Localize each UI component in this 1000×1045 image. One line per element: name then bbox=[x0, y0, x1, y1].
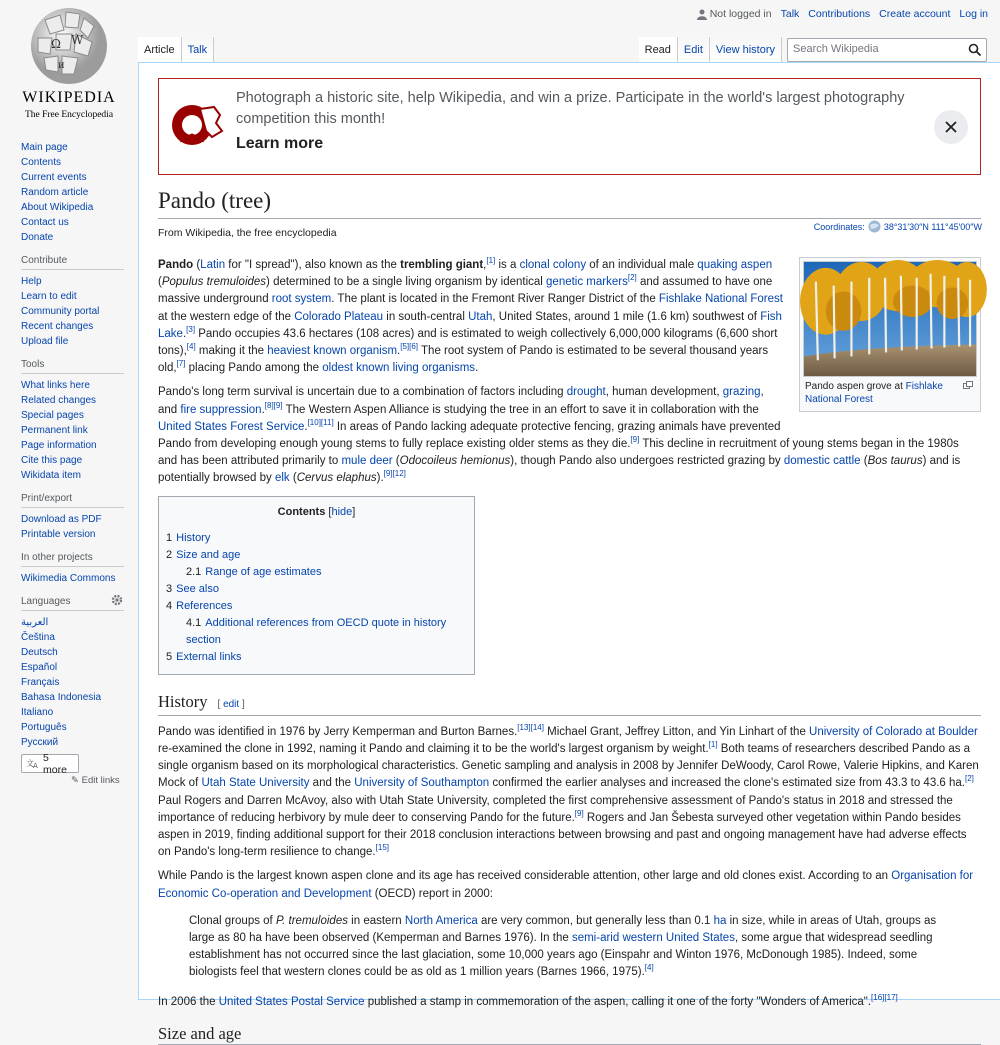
toc-link[interactable]: Size and age bbox=[176, 548, 241, 561]
sidebar-nav-item bbox=[21, 230, 138, 245]
text-run: (OECD) report in 2000: bbox=[371, 887, 493, 900]
sidebar-nav-link[interactable]: Contents bbox=[21, 157, 62, 168]
sidebar-tools-link[interactable]: Special pages bbox=[21, 410, 84, 421]
citation-link[interactable]: [8][9] bbox=[264, 400, 283, 410]
sidebar-nav-item bbox=[21, 215, 138, 230]
sidebar-language-link[interactable]: العربية bbox=[21, 617, 49, 628]
wiki-link[interactable]: domestic cattle bbox=[783, 455, 861, 468]
sidebar-tools-link[interactable]: Page information bbox=[21, 440, 97, 451]
citation bbox=[628, 273, 637, 282]
sidebar-contribute-link[interactable]: Learn to edit bbox=[21, 291, 77, 302]
sidebar-languages bbox=[21, 596, 138, 750]
text-run: Bos taurus bbox=[867, 455, 923, 468]
wiki-link[interactable]: United States Postal Service bbox=[218, 995, 365, 1008]
text-run: . bbox=[397, 345, 401, 358]
toc-item[interactable] bbox=[166, 581, 467, 598]
text-run: While Pando is the largest known aspen clone and its age has received considerable attention, other large and old clones exist. According to an bbox=[158, 870, 892, 883]
user-icon bbox=[697, 9, 707, 20]
wiki-link[interactable]: fire suppression bbox=[180, 403, 262, 416]
text-run: , bbox=[483, 259, 487, 271]
svg-text:文: 文 bbox=[26, 759, 34, 768]
text-run: P. tremuloides bbox=[275, 914, 348, 927]
text-run: , United States, around 1 mile (1.6 km) southwest of bbox=[492, 310, 761, 323]
wiki-link[interactable]: North America bbox=[404, 914, 478, 927]
text-run: This decline in recruitment of young stems began in the 1980s and has been attributed primarily to bbox=[158, 438, 959, 468]
sidebar-print-link[interactable]: Printable version bbox=[21, 529, 96, 540]
wiki-link[interactable]: United States Forest Service bbox=[158, 420, 305, 433]
wiki-link[interactable]: Utah State University bbox=[201, 777, 310, 790]
sidebar-contribute-item bbox=[21, 274, 138, 289]
sidebar-language-link[interactable]: Deutsch bbox=[21, 647, 58, 658]
content bbox=[138, 62, 1000, 1043]
search-icon[interactable] bbox=[968, 43, 982, 57]
toc-title: Contents [hide] bbox=[277, 505, 356, 518]
toc-link[interactable]: References bbox=[176, 599, 233, 612]
citation-link[interactable]: [5][6] bbox=[400, 342, 419, 352]
not-logged-in bbox=[697, 8, 772, 20]
gear-icon[interactable] bbox=[111, 594, 123, 606]
search-input[interactable] bbox=[787, 38, 987, 62]
login-link[interactable]: Log in bbox=[959, 8, 988, 20]
tab-article[interactable]: Article bbox=[138, 37, 182, 63]
sidebar-contribute-link[interactable]: Help bbox=[21, 276, 42, 287]
section-heading-size-and-age bbox=[158, 1025, 981, 1045]
text-run: ( bbox=[392, 455, 400, 468]
wiki-link[interactable]: Organisation for Economic Co-operation and Development bbox=[158, 870, 974, 900]
wikipedia-globe-icon bbox=[0, 0, 138, 130]
text-run: Populus tremuloides bbox=[161, 276, 267, 289]
sidebar-language-link[interactable]: Русский bbox=[21, 737, 59, 748]
text-run: The root system of Pando is estimated to be several thousand years old, bbox=[158, 345, 769, 375]
sidebar-print-item bbox=[21, 527, 138, 542]
text-run: confirmed the earlier analyses and increased the clone's estimated size from 43.3 to 43.6 ha. bbox=[489, 777, 965, 790]
toc-item[interactable] bbox=[166, 598, 467, 615]
toc-number: 4.1 bbox=[186, 616, 202, 629]
text-run: is a bbox=[495, 259, 520, 271]
toc-number: 2 bbox=[166, 548, 173, 561]
text-run: Pando's long term survival is uncertain due to a combination of factors including bbox=[158, 386, 567, 399]
close-icon bbox=[944, 120, 958, 134]
sidebar-heading: Tools bbox=[21, 359, 124, 374]
paragraph-history bbox=[158, 724, 981, 862]
sidebar-tools bbox=[21, 359, 138, 483]
citation-link[interactable]: [7] bbox=[176, 359, 186, 369]
text-run: The Western Aspen Alliance is studying the tree in an effort to save it in collaboration with the bbox=[282, 403, 759, 416]
text-run: ( bbox=[193, 259, 201, 271]
text-run: ) and is potentially browsed by bbox=[158, 455, 961, 485]
citation bbox=[486, 256, 495, 265]
not-logged-in-label: Not logged in bbox=[709, 8, 772, 20]
sidebar-nav-item bbox=[21, 170, 138, 185]
text-run: at the western edge of the bbox=[158, 310, 295, 323]
wiki-link[interactable]: genetic markers bbox=[546, 276, 628, 289]
sidebar-language-item bbox=[21, 645, 138, 660]
sidebar-language-item bbox=[21, 720, 138, 735]
sidebar-language-link[interactable]: Italiano bbox=[21, 707, 54, 718]
coordinates-label: Coordinates: bbox=[813, 221, 865, 232]
text-run: ). bbox=[376, 472, 384, 485]
wiki-link[interactable]: clonal colony bbox=[519, 259, 587, 271]
citation bbox=[871, 993, 898, 1002]
text-run: in size, while in areas of Utah, groups as large as 80 ha have been observed (Kemperman and Barnes 1976). In the bbox=[189, 914, 937, 945]
sidebar-tools-item bbox=[21, 468, 138, 483]
edit-links-label: Edit links bbox=[81, 775, 120, 786]
citation bbox=[187, 342, 196, 351]
toc-item[interactable] bbox=[166, 547, 467, 564]
paragraph-stamp bbox=[158, 994, 981, 1011]
citation bbox=[645, 964, 654, 973]
sidebar-project-item bbox=[21, 571, 138, 586]
wiki-link[interactable]: heaviest known organism bbox=[267, 345, 398, 358]
wiki-link[interactable]: elk bbox=[274, 472, 290, 485]
citation-link[interactable]: [9] bbox=[630, 435, 640, 445]
citation bbox=[186, 325, 195, 334]
thumbnail bbox=[799, 257, 981, 412]
sidebar-heading: Contribute bbox=[21, 255, 124, 270]
sidebar-language-item bbox=[21, 630, 138, 645]
toc-heading: Contents bbox=[277, 505, 326, 518]
edit-links[interactable] bbox=[71, 775, 138, 786]
citation-link[interactable]: [16][17] bbox=[871, 992, 898, 1002]
toc-item[interactable] bbox=[166, 615, 467, 649]
sidebar-contribute-item bbox=[21, 319, 138, 334]
sidebar-heading: Print/export bbox=[21, 493, 124, 508]
toc-item[interactable] bbox=[166, 649, 467, 666]
thumbnail-caption bbox=[803, 377, 977, 408]
tab-edit[interactable]: Edit bbox=[678, 37, 710, 63]
wiki-link[interactable]: root system bbox=[271, 293, 332, 306]
wiki-link[interactable]: semi-arid bbox=[571, 932, 620, 945]
pando-aspen-image[interactable] bbox=[803, 261, 977, 377]
sidebar-tools-link[interactable]: Cite this page bbox=[21, 455, 83, 466]
text-run: Rogers and Jan Šebesta surveyed other vegetation within Pando besides aspen in 2019, finding additional support for their 2018 conclusion interactions between browsing and past and ongoing management have had adverse effects on Pando's long-term resilience to change. bbox=[158, 811, 967, 859]
citation-link[interactable]: [1] bbox=[486, 256, 496, 266]
sidebar-print-item bbox=[21, 512, 138, 527]
text-run: of an individual male bbox=[586, 259, 698, 271]
toc-item[interactable] bbox=[166, 564, 467, 581]
wiki-link[interactable]: Latin bbox=[200, 259, 226, 271]
sidebar-tools-item bbox=[21, 423, 138, 438]
sidebar-contribute-item bbox=[21, 334, 138, 349]
citation-link[interactable]: [9][12] bbox=[383, 469, 406, 479]
wiki-link[interactable]: Colorado Plateau bbox=[294, 310, 384, 323]
text-run: for "I spread"), also known as the bbox=[225, 259, 401, 271]
tab-read[interactable]: Read bbox=[639, 37, 678, 63]
banner-close-button[interactable] bbox=[934, 110, 968, 144]
tab-view-history[interactable]: View history bbox=[710, 37, 782, 63]
oecd-quote bbox=[189, 913, 941, 982]
text-run: Both teams of researchers described Pando as a single organism based on its morphological characteristics. Genetic sampling and analysis in 2008 by Jennifer DeWoody, Carol Rowe, Valerie Hipkins, and Karen Mock of bbox=[158, 743, 979, 790]
banner-learn-more-link[interactable]: Learn more bbox=[236, 135, 324, 152]
toc-link[interactable]: Range of age estimates bbox=[205, 565, 322, 578]
wiki-link[interactable]: western United States bbox=[622, 932, 735, 945]
citation-link[interactable]: [13][14] bbox=[517, 723, 544, 733]
sidebar-tools-link[interactable]: What links here bbox=[21, 380, 90, 391]
edit-section-link[interactable]: edit bbox=[223, 698, 240, 710]
svg-text:Ω: Ω bbox=[51, 37, 61, 51]
citation-link[interactable]: [1] bbox=[708, 740, 718, 750]
page-title: Pando (tree) bbox=[158, 188, 981, 219]
more-languages-button[interactable] bbox=[21, 751, 79, 776]
text-run: are very common, but generally less than 0.1 bbox=[477, 914, 714, 927]
wiki-link[interactable]: University of Colorado at Boulder bbox=[809, 725, 978, 738]
citation bbox=[630, 435, 639, 444]
text-run: ), though Pando also undergoes restricted grazing by bbox=[510, 455, 784, 468]
wikipedia-logo[interactable] bbox=[0, 0, 138, 130]
sidebar-tools-item bbox=[21, 378, 138, 393]
tab-talk[interactable]: Talk bbox=[182, 37, 215, 63]
sidebar-language-item bbox=[21, 615, 138, 630]
text-run: . The plant is located in the Fremont River Ranger District of the bbox=[331, 293, 659, 306]
sidebar-tools-item bbox=[21, 408, 138, 423]
view-tabs bbox=[639, 37, 782, 63]
sidebar-contribute-link[interactable]: Community portal bbox=[21, 306, 100, 317]
contributions-link[interactable]: Contributions bbox=[808, 8, 871, 20]
sidebar-nav-link[interactable]: About Wikipedia bbox=[21, 202, 94, 213]
talk-link[interactable]: Talk bbox=[780, 8, 800, 20]
text-run: ( bbox=[289, 472, 297, 485]
translate-icon bbox=[26, 758, 39, 769]
sidebar-nav-link[interactable]: Current events bbox=[21, 172, 87, 183]
sidebar-nav-link[interactable]: Donate bbox=[21, 232, 54, 243]
toc-link[interactable]: Additional references from OECD quote in history section bbox=[186, 616, 447, 646]
sidebar-contribute-link[interactable]: Recent changes bbox=[21, 321, 94, 332]
sidebar-contribute bbox=[21, 255, 138, 349]
section-title: Size and age bbox=[158, 1023, 242, 1043]
caption-link[interactable]: Fishlake National Forest bbox=[805, 381, 943, 405]
enlarge-icon[interactable] bbox=[963, 381, 973, 389]
sidebar-nav-link[interactable]: Random article bbox=[21, 187, 89, 198]
site-sub: From Wikipedia, the free encyclopedia bbox=[158, 227, 337, 239]
citation bbox=[965, 775, 974, 784]
citation bbox=[384, 470, 406, 479]
sidebar-print-link[interactable]: Download as PDF bbox=[21, 514, 102, 525]
sidebar-language-link[interactable]: Bahasa Indonesia bbox=[21, 692, 102, 703]
table-of-contents bbox=[158, 496, 475, 675]
wiki-link[interactable]: Fish Lake bbox=[158, 310, 782, 340]
toc-hide-toggle[interactable]: hide bbox=[331, 505, 353, 518]
citation-link[interactable]: [2] bbox=[627, 273, 637, 283]
wiki-link[interactable]: mule deer bbox=[341, 455, 393, 468]
text-run: re-examined the clone in 1992, naming it Pando and claiming it to be the world's largest organism by weight. bbox=[158, 743, 709, 756]
text-run: ( bbox=[158, 276, 162, 289]
wiki-link[interactable]: ha bbox=[713, 914, 727, 927]
citation-link[interactable]: [10][11] bbox=[307, 418, 334, 427]
central-notice-banner bbox=[158, 78, 981, 175]
banner-text: Photograph a historic site, help Wikipedia, and win a prize. Participate in the world's largest photography competition this month! bbox=[236, 90, 905, 127]
citation bbox=[376, 843, 389, 852]
toc-link[interactable]: History bbox=[176, 531, 211, 544]
citation-link[interactable]: [2] bbox=[965, 774, 974, 784]
sidebar-heading: Languages bbox=[21, 596, 124, 611]
sidebar-nav-item bbox=[21, 155, 138, 170]
sidebar-contribute-link[interactable]: Upload file bbox=[21, 336, 69, 347]
text-run: Michael Grant, Jeffrey Litton, and Yin Linhart of the bbox=[543, 725, 810, 738]
sidebar-heading: In other projects bbox=[21, 552, 124, 567]
text-run: In 2006 the bbox=[158, 995, 219, 1008]
sidebar-language-link[interactable]: Português bbox=[21, 722, 67, 733]
text-run: . bbox=[261, 403, 265, 416]
text-run: and the bbox=[309, 777, 355, 790]
sidebar-language-link[interactable]: Français bbox=[21, 677, 60, 688]
text-run: making it the bbox=[195, 345, 268, 358]
citation bbox=[709, 740, 718, 749]
create-account-link[interactable]: Create account bbox=[879, 8, 951, 20]
text-run: in eastern bbox=[347, 914, 405, 927]
citation-link[interactable]: [4] bbox=[186, 342, 196, 352]
sidebar-nav-link[interactable]: Main page bbox=[21, 142, 68, 153]
wiki-link[interactable]: grazing bbox=[722, 386, 761, 399]
namespace-tabs bbox=[138, 37, 214, 63]
sidebar bbox=[0, 140, 138, 786]
toc-link[interactable]: See also bbox=[176, 582, 219, 595]
sidebar-language-link[interactable]: Čeština bbox=[21, 632, 55, 643]
sidebar-language-item bbox=[21, 735, 138, 750]
svg-text:The Free Encyclopedia: The Free Encyclopedia bbox=[24, 110, 114, 120]
toc-number: 2.1 bbox=[186, 565, 202, 578]
text-run: ) determined to be a single living organism by identical bbox=[266, 276, 547, 289]
citation-link[interactable]: [9] bbox=[574, 809, 584, 819]
citation bbox=[400, 342, 418, 351]
text-run: , and bbox=[158, 386, 764, 416]
wiki-link[interactable]: University of Southampton bbox=[354, 777, 490, 790]
text-run: Odocoileus hemionus bbox=[399, 455, 511, 468]
citation bbox=[575, 809, 584, 818]
text-run: , human development, bbox=[605, 386, 723, 399]
sidebar-projects bbox=[21, 552, 138, 586]
caption-text: Pando aspen grove at bbox=[805, 381, 906, 392]
text-run: . bbox=[304, 420, 308, 433]
sidebar-nav-item bbox=[21, 200, 138, 215]
text-run: . bbox=[182, 327, 187, 340]
text-run: . bbox=[475, 362, 479, 375]
coordinates-link[interactable]: 38°31′30″N 111°45′00″W bbox=[883, 221, 982, 232]
wiki-link[interactable]: drought bbox=[566, 386, 606, 399]
text-run: Cervus elaphus bbox=[296, 472, 377, 485]
sidebar-tools-link[interactable]: Related changes bbox=[21, 395, 97, 406]
sidebar-tools-link[interactable]: Permanent link bbox=[21, 425, 88, 436]
svg-text:и: и bbox=[58, 60, 65, 71]
text-run: , some argue that widespread seedling establishment has not occurred since the last glaciation, some 10,000 years ago (Einspahr and Winton 1976, McDonough 1985). Indeed, some biologists feel that western clones could be as old as 1 million years (Barnes 1966, 1975). bbox=[189, 932, 933, 979]
sidebar-language-item bbox=[21, 660, 138, 675]
sidebar-contribute-item bbox=[21, 289, 138, 304]
text-run: Pando was identified in 1976 by Jerry Kemperman and Burton Barnes. bbox=[158, 725, 518, 738]
text-run: placing Pando among the bbox=[185, 362, 323, 375]
text-run: in south-central bbox=[383, 310, 469, 323]
toc-number: 1 bbox=[166, 531, 173, 544]
sidebar-project-link[interactable]: Wikimedia Commons bbox=[21, 573, 116, 584]
svg-text:Wikipedia: Wikipedia bbox=[22, 89, 116, 106]
sidebar-nav-item bbox=[21, 140, 138, 155]
svg-text:W: W bbox=[71, 33, 84, 47]
citation-link[interactable]: [4] bbox=[644, 963, 654, 973]
wiki-link[interactable]: Fishlake National Forest bbox=[658, 293, 783, 306]
globe-icon[interactable] bbox=[868, 220, 881, 233]
sidebar-language-link[interactable]: Español bbox=[21, 662, 58, 673]
sidebar-language-item bbox=[21, 690, 138, 705]
section-title: History bbox=[158, 691, 208, 711]
citation bbox=[517, 723, 544, 732]
text-run: ( bbox=[860, 455, 868, 468]
sidebar-tools-item bbox=[21, 393, 138, 408]
sidebar-navigation bbox=[21, 140, 138, 245]
more-languages-label: 5 more bbox=[43, 751, 67, 776]
sidebar-language-item bbox=[21, 675, 138, 690]
text-run: Paul Rogers and Darren McAvoy, also with Utah State University, completed the first comprehensive assessment of Pando's status in 2018 and stressed the importance of reducing herbivory by mule deer to conserving Pando for the future. bbox=[158, 794, 953, 824]
personal-tools bbox=[697, 8, 988, 20]
toc-number: 3 bbox=[166, 582, 173, 595]
text-run: In areas of Pando lacking adequate protective fencing, grazing animals have prevented Pando from developing enough young stems to fully replace existing older stems as they die. bbox=[158, 420, 781, 451]
text-run: published a stamp in commemoration of the aspen, calling it one of the forty "Wonders of America". bbox=[364, 995, 872, 1008]
pencil-icon: ✎ bbox=[71, 775, 79, 786]
sidebar-nav-link[interactable]: Contact us bbox=[21, 217, 69, 228]
sidebar-tools-item bbox=[21, 438, 138, 453]
citation bbox=[265, 401, 283, 410]
citation bbox=[308, 418, 334, 427]
search-placeholder: Search Wikipedia bbox=[793, 43, 879, 55]
wiki-link[interactable]: Utah bbox=[468, 310, 493, 323]
text-run: Pando bbox=[158, 259, 194, 271]
svg-text:A: A bbox=[33, 762, 38, 770]
wiki-loves-monuments-icon bbox=[170, 101, 222, 149]
text-run: trembling giant bbox=[400, 259, 484, 271]
sidebar-language-item bbox=[21, 705, 138, 720]
wiki-link[interactable]: quaking aspen bbox=[697, 259, 773, 271]
sidebar-contribute-item bbox=[21, 304, 138, 319]
coordinates bbox=[814, 220, 982, 233]
article-body bbox=[158, 257, 981, 1045]
wiki-link[interactable]: oldest known living organisms bbox=[322, 362, 476, 375]
paragraph-oecd bbox=[158, 868, 981, 902]
sidebar-nav-item bbox=[21, 185, 138, 200]
toc-number: 4 bbox=[166, 599, 173, 612]
sidebar-tools-link[interactable]: Wikidata item bbox=[21, 470, 82, 481]
text-run: Clonal groups of bbox=[189, 914, 276, 927]
sidebar-tools-item bbox=[21, 453, 138, 468]
citation-link[interactable]: [3] bbox=[186, 324, 196, 334]
text-run: and assumed to have one massive underground bbox=[158, 276, 773, 306]
section-heading-history: History [ edit ] bbox=[158, 693, 981, 716]
toc-item[interactable] bbox=[166, 530, 467, 547]
text-run: Pando occupies 43.6 hectares (108 acres) and is estimated to weigh collectively 6,000,000 kilograms (6,600 short tons), bbox=[158, 327, 778, 358]
toc-link[interactable]: External links bbox=[176, 650, 242, 663]
toc-number: 5 bbox=[166, 650, 173, 663]
citation-link[interactable]: [15] bbox=[375, 843, 389, 853]
sidebar-print bbox=[21, 493, 138, 542]
